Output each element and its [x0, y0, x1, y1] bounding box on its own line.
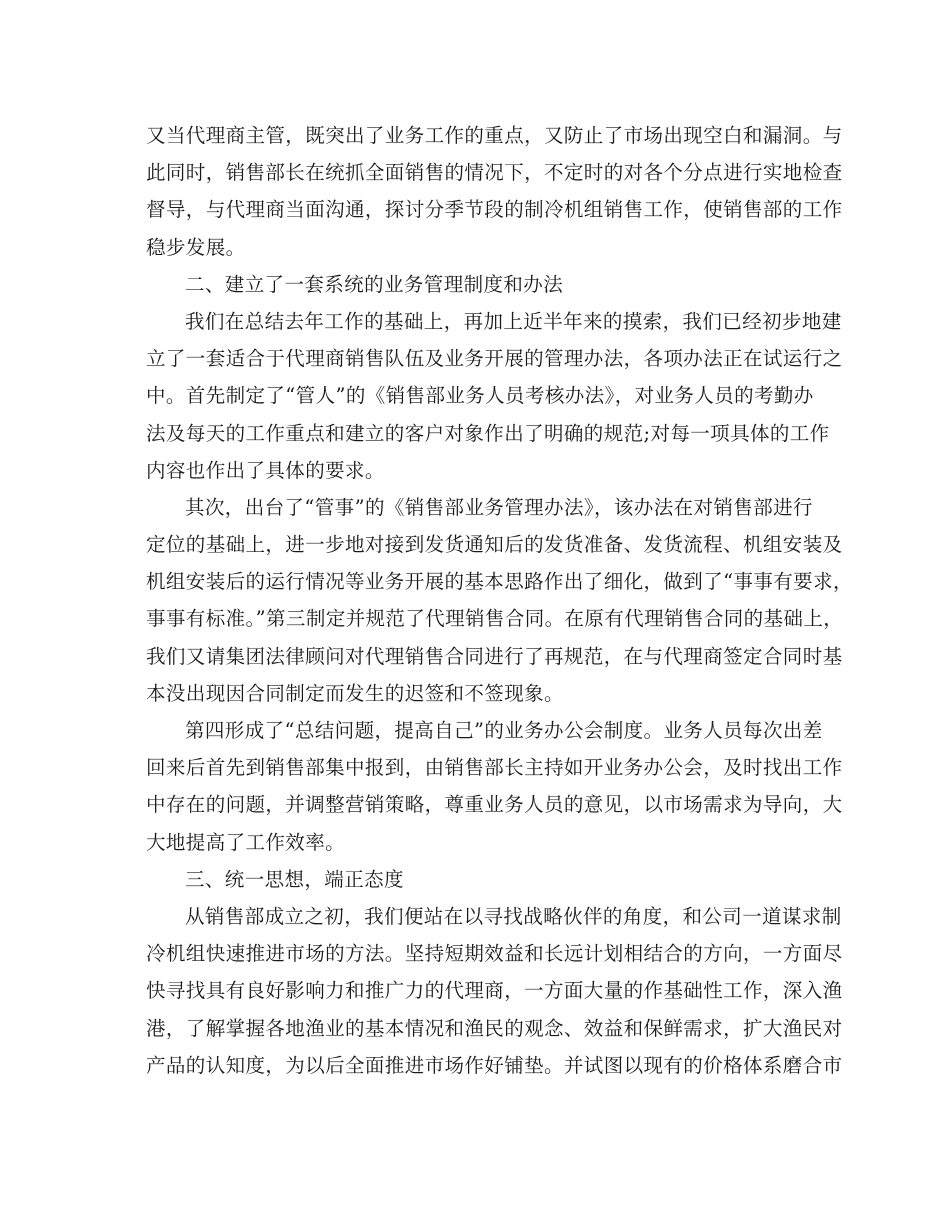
text-line: 其次，出台了“管事”的《销售部业务管理办法》，该办法在对销售部进行: [185, 495, 813, 519]
text-line: 又当代理商主管，既突出了业务工作的重点，又防止了市场出现空白和漏洞。与: [146, 124, 843, 147]
text-line: 大地提高了工作效率。: [146, 830, 346, 854]
text-line: 港，了解掌握各地渔业的基本情况和渔民的观念、效益和保鲜需求，扩大渔民对: [146, 1016, 843, 1040]
text-line: 本没出现因合同制定而发生的迟签和不签现象。: [146, 681, 564, 705]
text-line: 事事有标准。”第三制定并规范了代理销售合同。在原有代理销售合同的基础上，: [146, 607, 844, 631]
text-line: 立了一套适合于代理商销售队伍及业务开展的管理办法，各项办法正在试运行之: [146, 347, 843, 371]
document-body: [146, 117, 853, 1084]
text-line: 冷机组快速推进市场的方法。坚持短期效益和长远计划相结合的方向，一方面尽: [146, 942, 843, 966]
text-line: 此同时，销售部长在统抓全面销售的情况下，不定时的对各个分点进行实地检查: [146, 161, 843, 185]
text-line: 稳步发展。: [146, 235, 246, 259]
text-line: 二、建立了一套系统的业务管理制度和办法: [185, 272, 564, 296]
text-line: 从销售部成立之初，我们便站在以寻找战略伙伴的角度，和公司一道谋求制: [185, 904, 842, 928]
text-line: 定位的基础上，进一步地对接到发货通知后的发货准备、发货流程、机组安装及: [146, 533, 843, 557]
text-line: 我们又请集团法律顾问对代理销售合同进行了再规范，在与代理商签定合同时基: [146, 644, 843, 668]
text-line: 产品的认知度，为以后全面推进市场作好铺垫。并试图以现有的价格体系磨合市: [146, 1053, 843, 1077]
text-line: 中存在的问题，并调整营销策略，尊重业务人员的意见，以市场需求为导向，大: [146, 793, 843, 817]
text-line: 回来后首先到销售部集中报到，由销售部长主持如开业务办公会，及时找出工作: [146, 756, 843, 780]
text-line: 中。首先制定了“管人”的《销售部业务人员考核办法》，对业务人员的考勤办: [146, 384, 814, 408]
text-line: 第四形成了“总结问题，提高自己”的业务办公会制度。业务人员每次出差: [185, 719, 823, 742]
text-line: 督导，与代理商当面沟通，探讨分季节段的制冷机组销售工作，使销售部的工作: [146, 198, 843, 222]
text-line: 机组安装后的运行情况等业务开展的基本思路作出了细化，做到了“事事有要求，: [146, 570, 853, 594]
text-line: 快寻找具有良好影响力和推广力的代理商，一方面大量的作基础性工作，深入渔: [146, 979, 843, 1003]
text-line: 法及每天的工作重点和建立的客户对象作出了明确的规范;对每一项具体的工作: [146, 421, 830, 445]
text-line: 内容也作出了具体的要求。: [146, 458, 385, 482]
text-line: 三、统一思想，端正态度: [185, 867, 404, 891]
text-line: 我们在总结去年工作的基础上，再加上近半年来的摸索，我们已经初步地建: [185, 309, 842, 333]
